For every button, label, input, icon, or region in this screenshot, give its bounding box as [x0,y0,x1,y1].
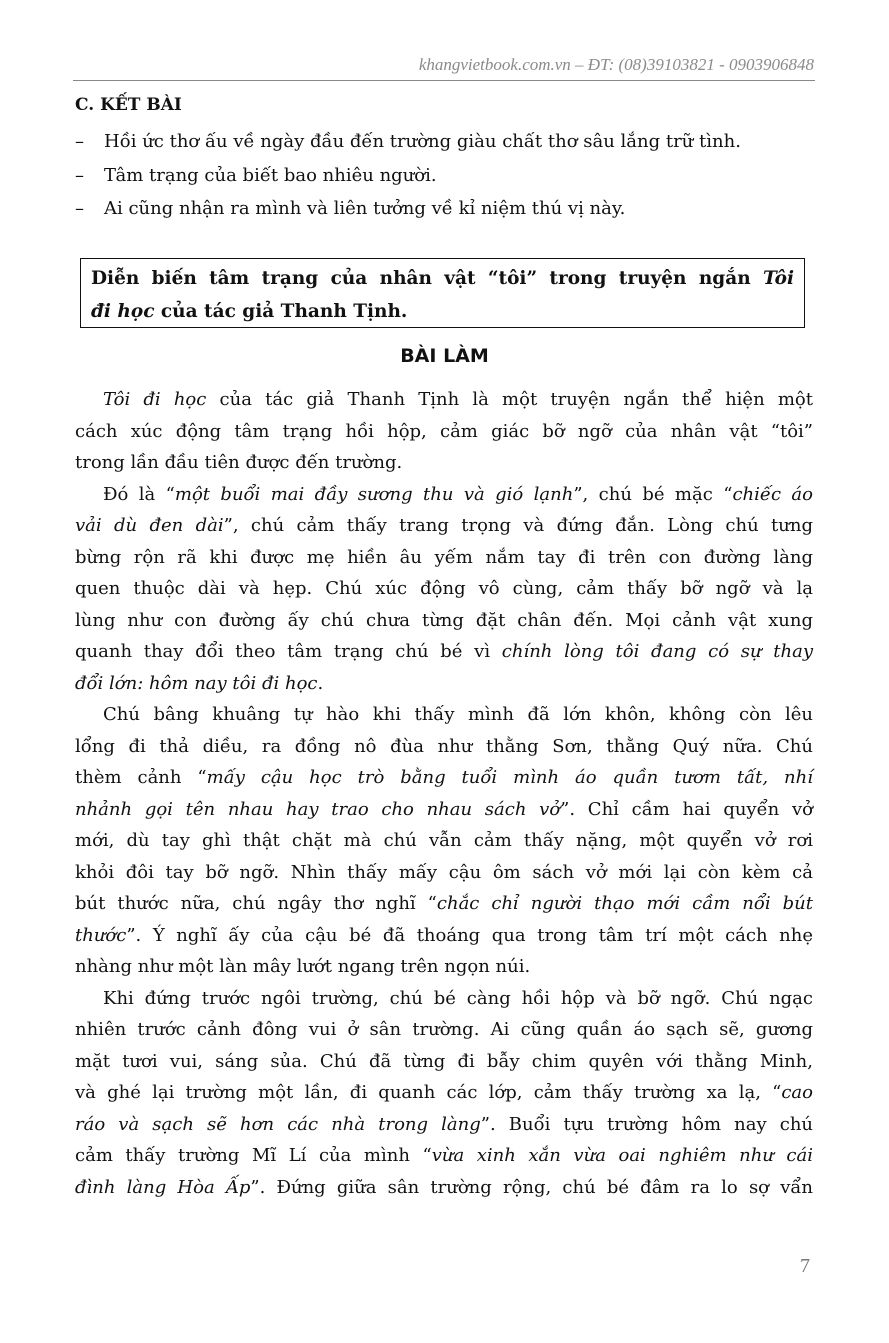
text-segment: . [317,672,324,694]
text-line [75,416,813,448]
text-segment: mặt tươi vui, sáng sủa. Chú đã từng đi bẫy chim quyên với thằng Minh, [75,1050,813,1072]
text-segment: bừng rộn rã khi được mẹ hiền âu yếm nắm tay đi trên con đường làng [75,546,813,568]
text-line [75,888,813,920]
italic-quote: chiếc áo [732,483,814,505]
text-line [75,920,813,952]
conclusion-list [75,125,815,226]
text-segment: nhiên trước cảnh đông vui ở sân trường. Ai cũng quần áo sạch sẽ, gương [75,1019,813,1040]
paragraph [75,479,813,700]
text-segment: Đó là “ [103,483,175,505]
text-line [75,794,813,826]
italic-quote: Tôi đi học [103,389,207,410]
text-segment: ”. Chỉ cầm hai quyển vở [560,798,813,820]
text-line [75,1172,813,1204]
assignment-line [91,262,794,295]
text-segment: cách xúc động tâm trạng hồi hộp, cảm giác bỡ ngỡ của nhân vật “tôi” [75,420,813,442]
list-item [75,159,815,193]
text-segment: lổng đi thả diều, ra đồng nô đùa như thằng Sơn, thằng Quý nữa. Chú [75,735,813,757]
italic-quote: chính lòng tôi đang có sự thay [501,641,813,662]
text-line [75,384,813,416]
assignment-text: Diễn biến tâm trạng của nhân vật “tôi” trong truyện ngắn [91,268,763,289]
assignment-box [80,258,805,328]
text-line [75,1109,813,1141]
text-line [75,1140,813,1172]
text-segment: quen thuộc dài và hẹp. Chú xúc động vô cùng, cảm thấy bỡ ngỡ và lạ [75,578,813,599]
text-line [75,605,813,637]
text-segment: và ghé lại trường một lần, đi quanh các lớp, cảm thấy trường xa lạ, “ [75,1082,782,1103]
text-line [75,1014,813,1046]
text-segment: thèm cảnh “ [75,767,207,788]
list-item-text: Hồi ức thơ ấu về ngày đầu đến trường giàu chất thơ sâu lắng trữ tình. [104,131,741,153]
header-rule [73,80,815,81]
text-line [75,510,813,542]
text-line [75,762,813,794]
text-line [75,699,813,731]
answer-heading: BÀI LÀM [400,345,489,367]
list-item-text: Ai cũng nhận ra mình và liên tưởng về kỉ niệm thú vị này. [104,198,626,220]
text-line [75,1046,813,1078]
text-segment: nhàng như một làn mây lướt ngang trên ngọn núi. [75,956,531,977]
section-title: C. KẾT BÀI [75,95,182,115]
essay-body [75,384,813,1203]
italic-quote: một buổi mai đầy sương thu và gió lạnh [174,483,574,505]
bullet-dash: – [75,131,84,153]
page-number: 7 [800,1255,810,1277]
text-segment: ”, chú cảm thấy trang trọng và đứng đắn. Lòng chú tưng [223,515,813,536]
text-segment: khỏi đôi tay bỡ ngỡ. Nhìn thấy mấy cậu ôm sách vở mới lại còn kèm cả [75,861,813,883]
text-segment: ”. Ý nghĩ ấy của cậu bé đã thoáng qua trong tâm trí một cách nhẹ [126,924,813,946]
text-line [75,542,813,574]
text-segment: Khi đứng trước ngôi trường, chú bé càng hồi hộp và bỡ ngỡ. Chú ngạc [103,987,813,1009]
text-line [75,983,813,1015]
text-segment: quanh thay đổi theo tâm trạng chú bé vì [75,641,502,662]
text-line [75,668,813,700]
text-line [75,951,813,983]
bullet-dash: – [75,198,84,220]
paragraph [75,384,813,479]
italic-quote: ráo và sạch sẽ hơn các nhà trong làng [75,1113,481,1135]
text-segment: ”, chú bé mặc “ [573,483,733,505]
italic-quote: vải dù đen dài [75,515,224,536]
list-item-text: Tâm trạng của biết bao nhiêu người. [104,164,437,186]
list-item [75,125,815,159]
italic-quote: mấy cậu học trò bằng tuổi mình áo quần tươm tất, nhí [206,767,813,788]
text-segment: mới, dù tay ghì thật chặt mà chú vẫn cảm thấy nặng, một quyển vở rơi [75,830,813,851]
text-line [75,573,813,605]
list-item [75,192,815,226]
text-segment: Chú bâng khuâng tự hào khi thấy mình đã lớn khôn, không còn lêu [103,704,813,725]
italic-quote: thước [75,924,127,946]
text-segment: ”. Đứng giữa sân trường rộng, chú bé đâm ra lo sợ vẩn [250,1176,813,1198]
italic-quote: nhảnh gọi tên nhau hay trao cho nhau sách vở [75,798,561,820]
text-segment: của tác giả Thanh Tịnh là một truyện ngắn thể hiện một [206,389,813,410]
bullet-dash: – [75,164,84,186]
italic-quote: đình làng Hòa Ấp [75,1176,251,1198]
paragraph [75,983,813,1204]
running-header: khangvietbook.com.vn – ĐT: (08)39103821 - 0903906848 [418,55,814,74]
text-segment: trong lần đầu tiên được đến trường. [75,452,403,473]
text-line [75,825,813,857]
text-line [75,1077,813,1109]
text-line [75,731,813,763]
italic-quote: chắc chỉ người thạo mới cầm nổi bút [436,893,813,914]
text-segment: ”. Buổi tựu trường hôm nay chú [480,1113,814,1135]
assignment-text: của tác giả Thanh Tịnh. [154,301,408,322]
text-segment: cảm thấy trường Mĩ Lí của mình “ [75,1145,432,1166]
text-line [75,447,813,479]
paragraph [75,699,813,983]
italic-quote: đổi lớn: hôm nay tôi đi học [75,672,318,694]
italic-quote: vừa xinh xắn vừa oai nghiêm như cái [431,1145,814,1166]
italic-quote: cao [781,1082,813,1103]
text-line [75,479,813,511]
assignment-text-italic: Tôi [762,268,794,289]
assignment-text-italic: đi học [91,301,155,322]
text-segment: lùng như con đường ấy chú chưa từng đặt chân đến. Mọi cảnh vật xung [75,609,813,631]
text-line [75,857,813,889]
assignment-line [91,295,794,328]
text-segment: bút thước nữa, chú ngây thơ nghĩ “ [75,893,437,914]
text-line [75,636,813,668]
